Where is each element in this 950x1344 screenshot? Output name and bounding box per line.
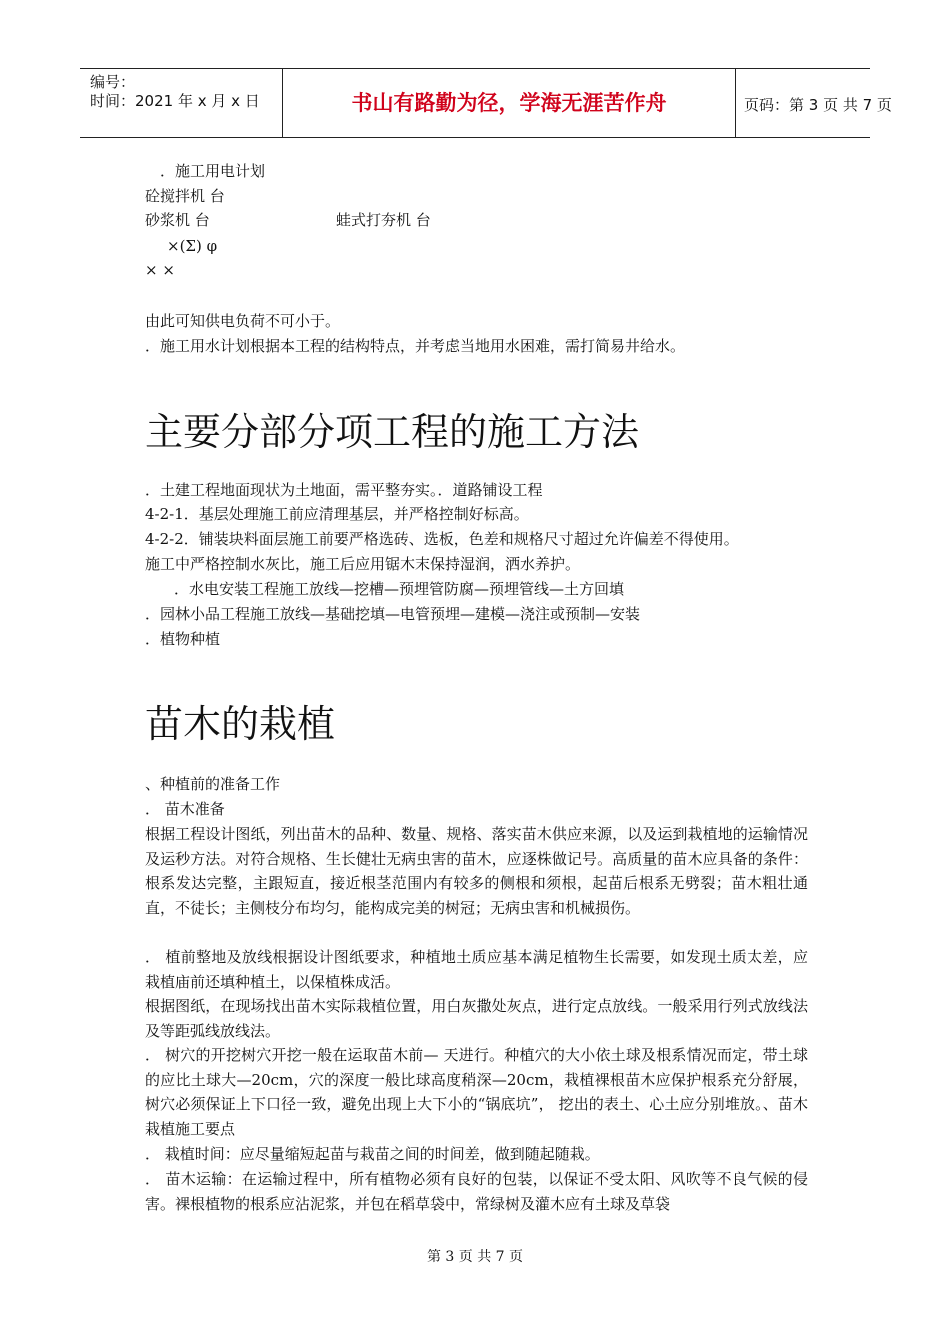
document-header [80,68,892,138]
section-heading: 主要分部分项工程的施工方法 [145,410,640,454]
header-left-cell [80,69,282,137]
text-line: ．植物种植 [145,630,221,648]
formula-line: × × [145,261,175,279]
document-date-label: 时间：2021 年 x 月 x 日 [90,92,260,110]
paragraph: ． 植前整地及放线根据设计图纸要求，种植地土质应基本满足植物生长需要，如发现土质太差，应栽植庙前还填种植土，以保植株成活。 [145,948,808,991]
paragraph: ． 树穴的开挖树穴开挖一般在运取苗木前— 天进行。种植穴的大小依土球及根系情况而定，带土球的应比土球大—20cm，穴的深度一般比球高度稍深—20cm，栽植裸根苗木应保护根系充分舒展，树穴必须保证上下口径一致，避免出现上大下小的“锅底坑”， 挖出的表土、心土应分别堆放。、苗木栽植施工要点 [145,1046,808,1138]
text-line: 4-2-2．铺装块料面层施工前要严格选砖、选板，色差和规格尺寸超过允许偏差不得使用。 [145,530,739,548]
text-line: ． 苗木准备 [145,800,225,818]
paragraph: ． 栽植时间：应尽量缩短起苗与栽苗之间的时间差，做到随起随栽。 [145,1145,600,1163]
section-heading: 苗木的栽植 [145,702,336,746]
text-line: 砼搅拌机 台 [145,187,225,205]
paragraph: 根据工程设计图纸，列出苗木的品种、数量、规格、落实苗木供应来源，以及运到栽植地的运输情况及运秒方法。对符合规格、生长健壮无病虫害的苗木，应逐株做记号。高质量的苗木应具备的条件：根系发达完整，主跟短直，接近根茎范围内有较多的侧根和须根，起苗后根系无劈裂；苗木粗壮通直，不徒长；主侧枝分布均匀，能构成完美的树冠；无病虫害和机械损伤。 [145,825,808,917]
text-line: ．施工用电计划 [160,162,266,180]
text-line: ．水电安装工程施工放线—挖槽—预埋管防腐—预埋管线—土方回填 [174,580,625,598]
text-line: ．园林小品工程施工放线—基础挖填—电管预埋—建模—浇注或预制—安装 [145,605,641,623]
text-line: ．土建工程地面现状为土地面，需平整夯实。．道路铺设工程 [145,481,543,499]
header-page-cell [734,69,892,137]
page-footer: 第 3 页 共 7 页 [426,1249,524,1265]
paragraph: 根据图纸，在现场找出苗木实际栽植位置，用白灰撒处灰点，进行定点放线。一般采用行列式放线法及等距弧线放线法。 [145,997,808,1040]
text-line: 由此可知供电负荷不可小于。 [145,312,341,330]
text-line: ．施工用水计划根据本工程的结构特点，并考虑当地用水困难，需打简易井给水。 [145,337,686,355]
header-motto: 书山有路勤为径，学海无涯苦作舟 [351,91,667,115]
text-line: 施工中严格控制水灰比，施工后应用锯木末保持湿润，洒水养护。 [145,555,581,573]
text-line: 砂浆机 台 [145,211,210,229]
header-page-number: 页码：第 3 页 共 7 页 [744,96,892,114]
paragraph: ． 苗木运输：在运输过程中，所有植物必须有良好的包装，以保证不受太阳、风吹等不良气候的侵害。裸根植物的根系应沾泥浆，并包在稻草袋中，常绿树及灌木应有土球及草袋 [145,1170,808,1213]
text-line: 4-2-1．基层处理施工前应清理基层，并严格控制好标高。 [145,505,529,523]
formula-line: ×(Σ) φ [167,237,218,255]
document-number-label: 编号： [90,73,136,91]
text-line: 、种植前的准备工作 [145,775,281,793]
text-line: 蛙式打夯机 台 [336,211,431,229]
header-motto-cell [282,69,736,137]
